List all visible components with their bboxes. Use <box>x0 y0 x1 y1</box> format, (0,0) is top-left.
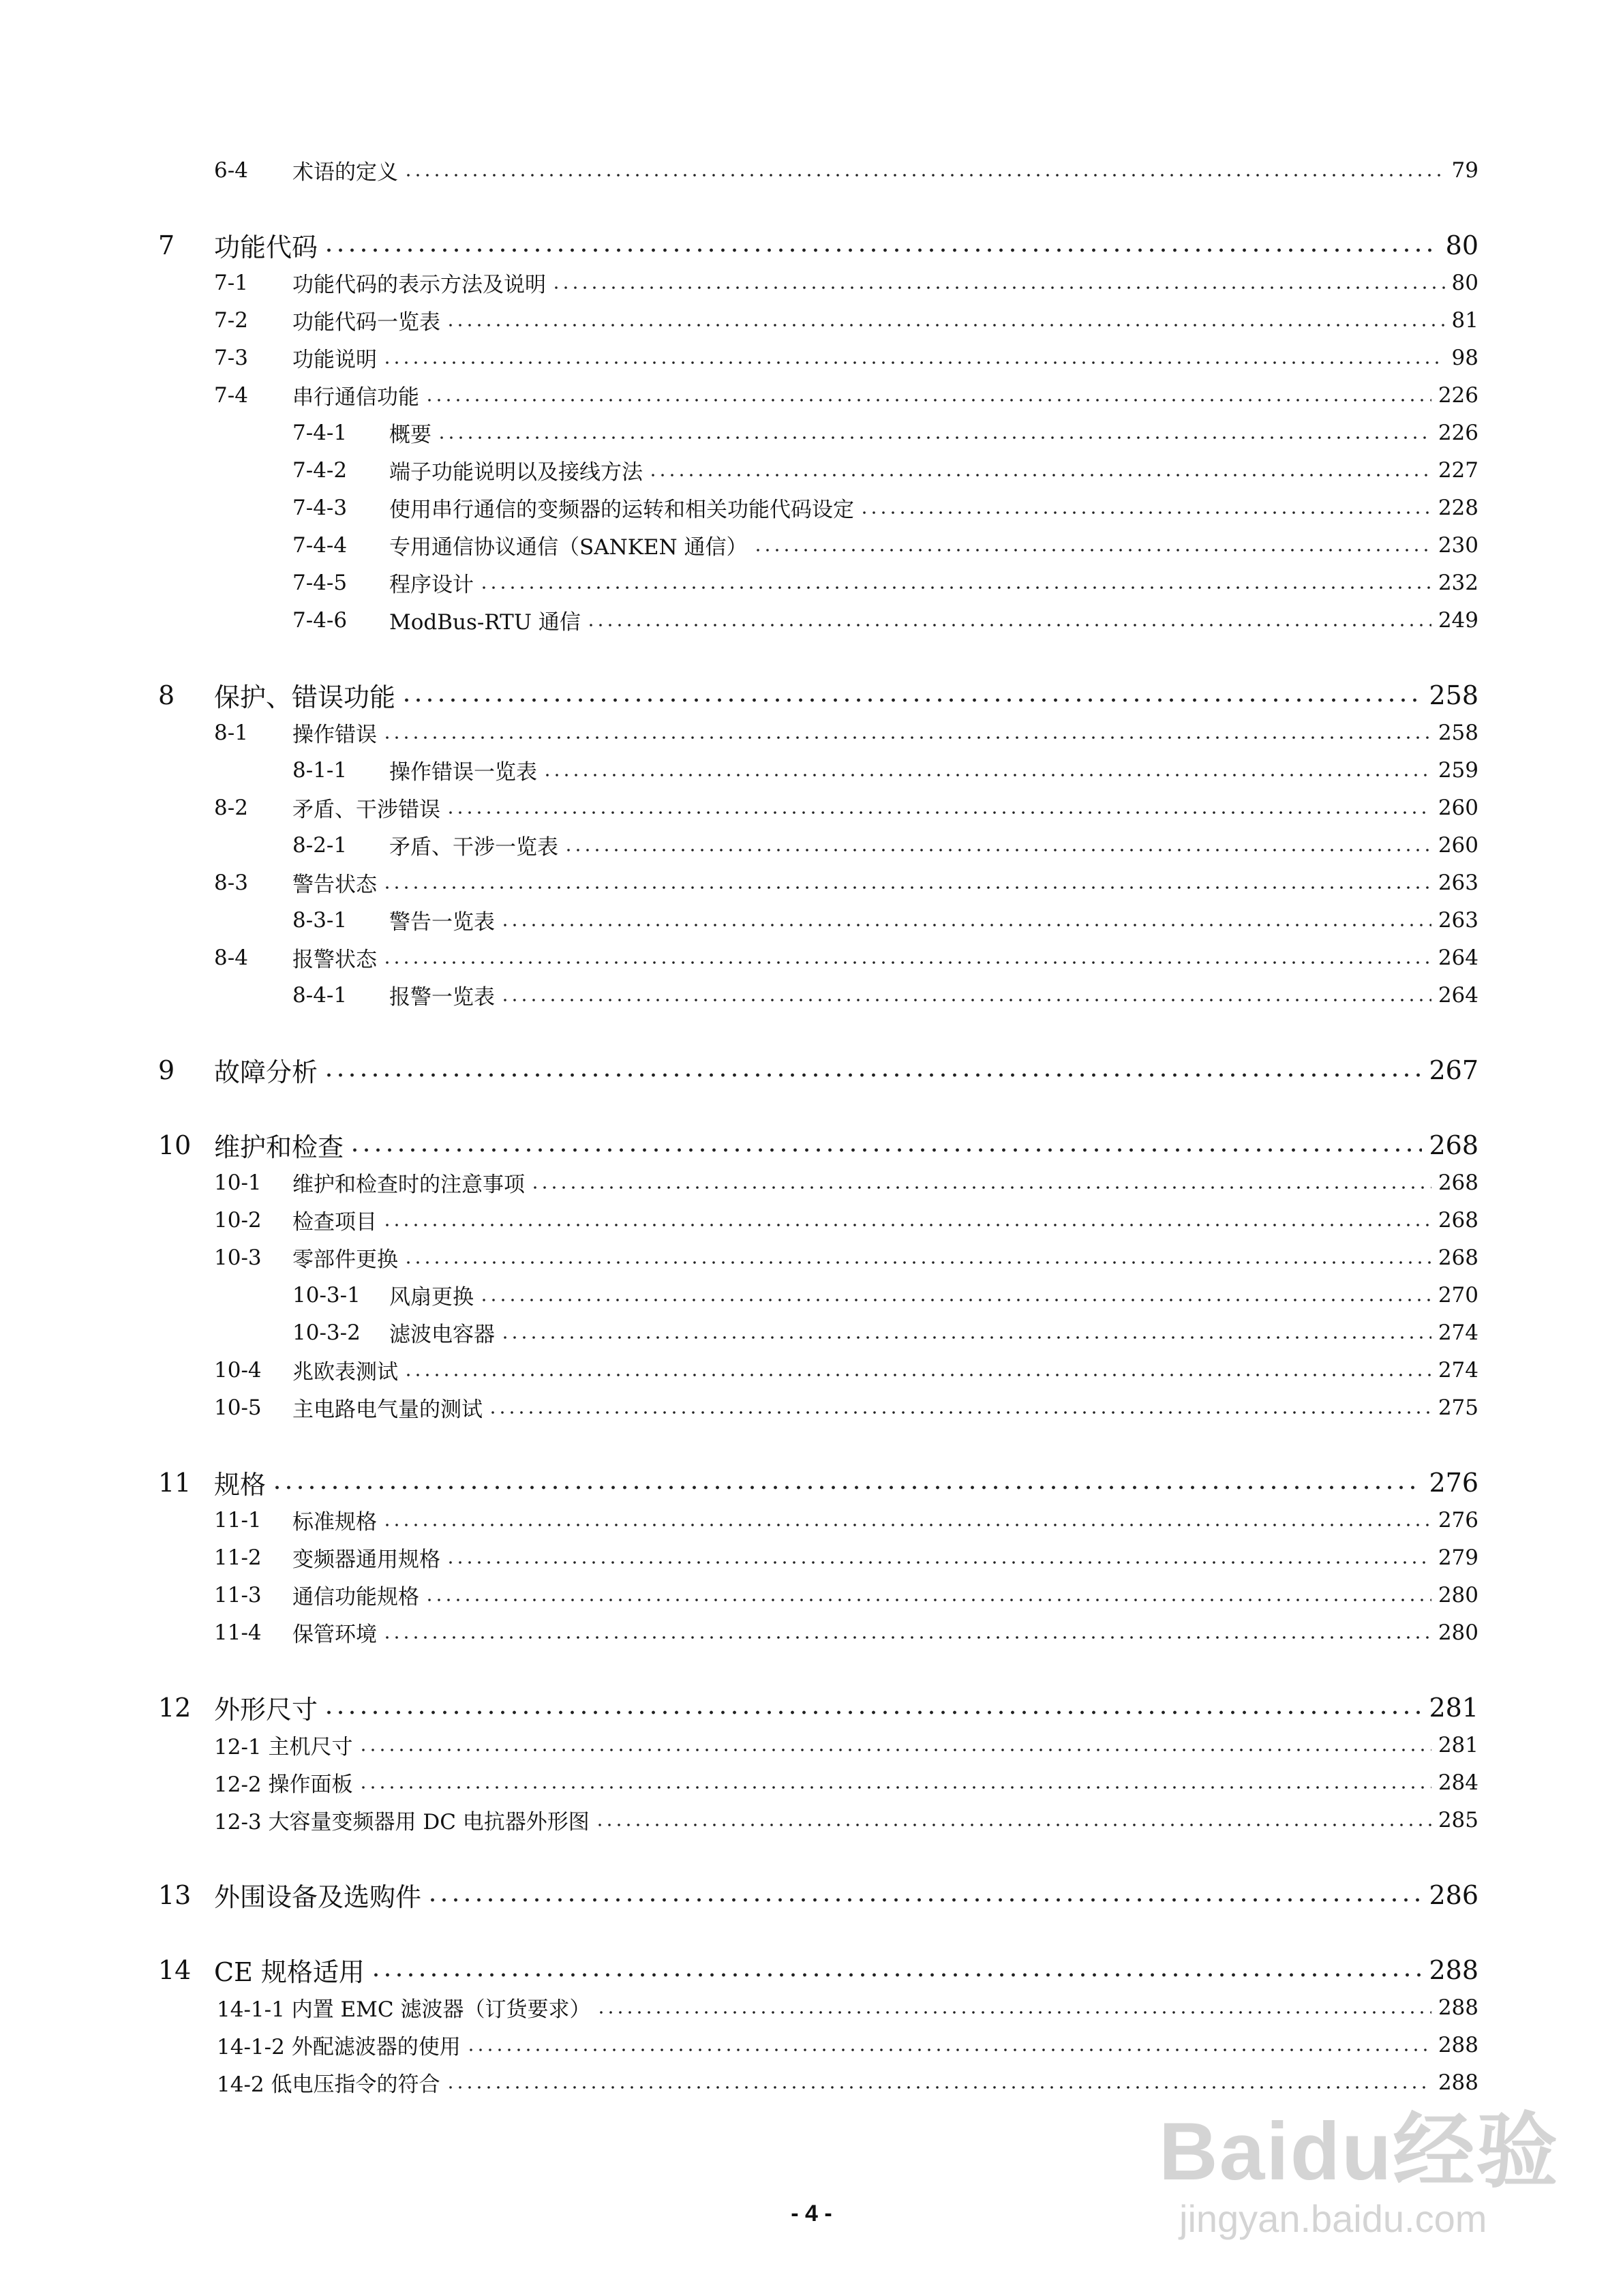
toc-entry[interactable] <box>0 939 1623 976</box>
toc-entry[interactable] <box>0 901 1623 939</box>
toc-entry[interactable] <box>0 751 1623 789</box>
baidu-watermark <box>1159 2086 1559 2241</box>
toc-entry[interactable] <box>0 1989 1623 2026</box>
dot-leader <box>596 2010 1431 2015</box>
dot-leader <box>479 585 1431 590</box>
toc-entry-number: 6-4 <box>214 157 248 183</box>
toc-entry-page: 260 <box>1438 795 1478 820</box>
toc-entry-number: 10-3-1 <box>292 1282 361 1308</box>
dot-leader <box>446 810 1431 815</box>
toc-entry-title: 使用串行通信的变频器的运转和相关功能代码设定 <box>389 498 854 522</box>
toc-entry-number: 10-1 <box>214 1170 262 1195</box>
toc-entry-number: 8-1 <box>214 720 248 745</box>
toc-entry-number: 8-1-1 <box>292 757 348 783</box>
toc-entry-number: 11-3 <box>214 1582 262 1607</box>
dot-leader <box>323 1072 1422 1078</box>
table-of-contents <box>0 151 1623 2101</box>
toc-entry[interactable] <box>0 1801 1623 1839</box>
toc-chapter[interactable] <box>0 1876 1623 1914</box>
dot-leader <box>404 172 1445 178</box>
toc-entry-title: 通信功能规格 <box>292 1585 419 1610</box>
dot-leader <box>551 285 1445 290</box>
toc-entry-page: 274 <box>1438 1320 1478 1345</box>
toc-entry-page: 281 <box>1429 1692 1478 1723</box>
toc-entry[interactable] <box>0 1276 1623 1314</box>
dot-leader <box>595 1822 1431 1828</box>
toc-entry[interactable] <box>0 151 1623 189</box>
toc-entry-title: 12-2 操作面板 <box>214 1772 353 1797</box>
toc-entry-title: 功能代码一览表 <box>292 310 440 335</box>
toc-entry-title: 兆欧表测试 <box>292 1360 398 1385</box>
toc-entry-title: 矛盾、干涉一览表 <box>389 835 558 860</box>
dot-leader <box>370 1972 1423 1978</box>
toc-entry-number: 7-2 <box>214 307 248 333</box>
toc-entry-page: 79 <box>1451 157 1478 183</box>
toc-entry-number: 8-2-1 <box>292 832 348 858</box>
toc-entry-title: 功能代码的表示方法及说明 <box>292 273 546 297</box>
toc-entry-number: 7-4-2 <box>292 457 348 483</box>
toc-entry-title: 功能说明 <box>292 348 377 372</box>
toc-entry[interactable] <box>0 301 1623 339</box>
watermark-url: jingyan.baidu.com <box>1179 2197 1487 2240</box>
dot-leader <box>586 622 1431 628</box>
toc-entry-title: 零部件更换 <box>292 1248 398 1272</box>
toc-entry-number: 8-3 <box>214 870 248 895</box>
toc-entry-page: 249 <box>1438 607 1478 633</box>
toc-chapter[interactable] <box>0 1126 1623 1164</box>
toc-entry-page: 226 <box>1438 382 1478 408</box>
dot-leader <box>425 397 1431 403</box>
toc-entry-page: 258 <box>1429 680 1478 710</box>
dot-leader <box>446 322 1445 328</box>
toc-entry-title: 14-1-2 外配滤波器的使用 <box>217 2035 461 2059</box>
toc-entry-page: 288 <box>1438 1995 1478 2020</box>
toc-entry-title: 功能代码 <box>214 232 318 262</box>
toc-entry-page: 280 <box>1438 1582 1478 1607</box>
toc-entry-page: 267 <box>1429 1055 1478 1085</box>
toc-entry[interactable] <box>0 414 1623 451</box>
toc-entry-page: 226 <box>1438 420 1478 445</box>
toc-entry[interactable] <box>0 789 1623 826</box>
toc-entry-number: 10-3 <box>214 1245 262 1270</box>
toc-entry-title: 维护和检查 <box>214 1132 344 1162</box>
toc-entry-number: 11-1 <box>214 1507 262 1532</box>
dot-leader <box>530 1185 1431 1190</box>
toc-entry-number: 8-4-1 <box>292 982 348 1008</box>
toc-entry-number: 7-4-4 <box>292 532 348 558</box>
toc-entry-title: 标准规格 <box>292 1510 377 1535</box>
toc-entry-number: 8 <box>158 680 175 710</box>
toc-entry-page: 284 <box>1438 1770 1478 1795</box>
dot-leader <box>382 1522 1431 1528</box>
toc-entry-title: 14-2 低电压指令的符合 <box>217 2072 440 2097</box>
toc-entry-page: 263 <box>1438 907 1478 933</box>
toc-entry-title: 专用通信协议通信（SANKEN 通信） <box>389 535 748 560</box>
toc-entry-title: 保护、错误功能 <box>214 682 396 712</box>
dot-leader <box>466 2047 1431 2053</box>
dot-leader <box>446 1560 1431 1565</box>
toc-entry-title: 风扇更换 <box>389 1285 474 1310</box>
toc-entry[interactable] <box>0 1239 1623 1276</box>
toc-entry-number: 7-4-1 <box>292 420 348 445</box>
toc-entry-page: 279 <box>1438 1545 1478 1570</box>
dot-leader <box>359 1785 1431 1790</box>
toc-entry-title: 变频器通用规格 <box>292 1547 440 1572</box>
toc-entry-page: 276 <box>1429 1467 1478 1498</box>
toc-entry-title: 报警状态 <box>292 948 377 972</box>
toc-entry-page: 260 <box>1438 832 1478 858</box>
toc-entry-title: 主电路电气量的测试 <box>292 1398 483 1422</box>
toc-entry-title: 12-1 主机尺寸 <box>214 1735 353 1759</box>
dot-leader <box>382 735 1431 740</box>
toc-entry-number: 10-3-2 <box>292 1320 361 1345</box>
toc-entry-page: 280 <box>1438 1620 1478 1645</box>
dot-leader <box>382 960 1431 965</box>
dot-leader <box>271 1485 1422 1490</box>
dot-leader <box>382 1635 1431 1640</box>
toc-entry-title: 操作错误 <box>292 723 377 747</box>
toc-entry-title: 保管环境 <box>292 1622 377 1647</box>
dot-leader <box>382 885 1431 890</box>
toc-entry-title: 术语的定义 <box>292 160 398 185</box>
toc-entry-page: 263 <box>1438 870 1478 895</box>
dot-leader <box>564 847 1431 853</box>
toc-entry[interactable] <box>0 526 1623 564</box>
toc-entry[interactable] <box>0 489 1623 526</box>
toc-entry-title: 规格 <box>214 1470 267 1500</box>
toc-entry-page: 98 <box>1451 345 1478 370</box>
dot-leader <box>543 772 1431 778</box>
dot-leader <box>359 1747 1431 1753</box>
toc-entry-number: 13 <box>158 1879 192 1910</box>
toc-entry[interactable] <box>0 1539 1623 1576</box>
toc-entry-page: 227 <box>1438 457 1478 483</box>
toc-entry-number: 11-4 <box>214 1620 262 1645</box>
toc-entry-number: 9 <box>158 1055 175 1085</box>
toc-entry-page: 81 <box>1451 307 1478 333</box>
toc-entry-title: 端子功能说明以及接线方法 <box>389 460 643 485</box>
dot-leader <box>479 1297 1431 1303</box>
toc-entry-number: 14 <box>158 1954 192 1985</box>
toc-entry[interactable] <box>0 564 1623 601</box>
toc-entry-title: 矛盾、干涉错误 <box>292 798 440 822</box>
toc-entry[interactable] <box>0 976 1623 1014</box>
toc-entry-title: 滤波电容器 <box>389 1323 495 1347</box>
toc-entry-title: 概要 <box>389 423 431 447</box>
toc-entry-page: 80 <box>1451 270 1478 295</box>
toc-entry[interactable] <box>0 1576 1623 1614</box>
page-number: - 4 - <box>791 2201 832 2226</box>
toc-entry-page: 264 <box>1438 945 1478 970</box>
toc-entry-number: 10-2 <box>214 1207 262 1233</box>
toc-entry[interactable] <box>0 1614 1623 1651</box>
dot-leader <box>500 997 1431 1003</box>
toc-entry-title: 故障分析 <box>214 1057 318 1087</box>
toc-entry-page: 230 <box>1438 532 1478 558</box>
toc-chapter[interactable] <box>0 226 1623 264</box>
toc-entry[interactable] <box>0 714 1623 751</box>
toc-entry-number: 7-3 <box>214 345 248 370</box>
dot-leader <box>500 922 1431 928</box>
toc-entry-page: 264 <box>1438 982 1478 1008</box>
dot-leader <box>382 1222 1431 1228</box>
toc-entry-title: CE 规格适用 <box>214 1957 365 1987</box>
toc-entry[interactable] <box>0 1314 1623 1351</box>
dot-leader <box>382 360 1445 365</box>
dot-leader <box>427 1897 1422 1903</box>
toc-entry-title: 串行通信功能 <box>292 385 419 410</box>
toc-entry-title: 外形尺寸 <box>214 1695 318 1725</box>
toc-chapter[interactable] <box>0 1051 1623 1089</box>
toc-entry-title: 程序设计 <box>389 573 474 597</box>
toc-entry-title: ModBus-RTU 通信 <box>389 610 581 635</box>
toc-entry[interactable] <box>0 451 1623 489</box>
toc-entry-number: 8-2 <box>214 795 248 820</box>
toc-chapter[interactable] <box>0 1951 1623 1989</box>
toc-entry[interactable] <box>0 2026 1623 2064</box>
toc-entry-page: 268 <box>1438 1207 1478 1233</box>
toc-entry-page: 232 <box>1438 570 1478 595</box>
toc-entry-page: 259 <box>1438 757 1478 783</box>
toc-entry-number: 7-4-3 <box>292 495 348 520</box>
dot-leader <box>323 247 1439 253</box>
dot-leader <box>500 1335 1431 1340</box>
toc-entry-number: 8-3-1 <box>292 907 348 933</box>
toc-entry-page: 275 <box>1438 1395 1478 1420</box>
toc-entry-page: 286 <box>1429 1879 1478 1910</box>
toc-entry[interactable] <box>0 1501 1623 1539</box>
toc-entry[interactable] <box>0 1351 1623 1389</box>
toc-entry-page: 268 <box>1438 1245 1478 1270</box>
toc-entry-title: 14-1-1 内置 EMC 滤波器（订货要求） <box>217 1997 591 2022</box>
toc-entry-title: 维护和检查时的注意事项 <box>292 1173 525 1197</box>
dot-leader <box>488 1410 1431 1415</box>
toc-entry-page: 288 <box>1438 2032 1478 2057</box>
dot-leader <box>349 1147 1422 1153</box>
toc-entry-page: 268 <box>1429 1130 1478 1160</box>
toc-entry-title: 操作错误一览表 <box>389 760 537 785</box>
watermark-logo: Baidu经验 <box>1159 2106 1560 2197</box>
dot-leader <box>860 510 1431 515</box>
dot-leader <box>404 1260 1431 1265</box>
toc-entry[interactable] <box>0 826 1623 864</box>
toc-entry-number: 8-4 <box>214 945 248 970</box>
dot-leader <box>648 472 1431 478</box>
toc-entry-title: 检查项目 <box>292 1210 377 1235</box>
toc-entry-page: 80 <box>1445 230 1478 260</box>
toc-entry[interactable] <box>0 264 1623 301</box>
toc-entry-number: 10-4 <box>214 1357 262 1383</box>
toc-entry-page: 258 <box>1438 720 1478 745</box>
toc-entry[interactable] <box>0 1726 1623 1764</box>
toc-entry-page: 288 <box>1429 1954 1478 1985</box>
toc-entry-page: 274 <box>1438 1357 1478 1383</box>
dot-leader <box>437 435 1431 440</box>
toc-entry[interactable] <box>0 339 1623 376</box>
toc-entry-page: 276 <box>1438 1507 1478 1532</box>
toc-entry[interactable] <box>0 864 1623 901</box>
toc-entry-number: 7-4 <box>214 382 248 408</box>
toc-entry-title: 警告状态 <box>292 873 377 897</box>
toc-entry[interactable] <box>0 376 1623 414</box>
toc-entry-page: 270 <box>1438 1282 1478 1308</box>
toc-entry-page: 228 <box>1438 495 1478 520</box>
toc-entry-number: 7-1 <box>214 270 248 295</box>
dot-leader <box>323 1710 1422 1715</box>
toc-entry[interactable] <box>0 1389 1623 1426</box>
toc-chapter[interactable] <box>0 676 1623 714</box>
toc-entry-number: 10-5 <box>214 1395 262 1420</box>
toc-entry-number: 11 <box>158 1467 192 1498</box>
toc-entry-number: 12 <box>158 1692 192 1723</box>
dot-leader <box>753 547 1431 553</box>
toc-entry-title: 外围设备及选购件 <box>214 1882 422 1912</box>
toc-entry-number: 10 <box>158 1130 192 1160</box>
toc-entry-page: 285 <box>1438 1807 1478 1832</box>
toc-entry[interactable] <box>0 1764 1623 1801</box>
toc-entry-page: 281 <box>1438 1732 1478 1757</box>
toc-entry-number: 11-2 <box>214 1545 262 1570</box>
toc-entry-title: 报警一览表 <box>389 985 495 1010</box>
toc-entry-number: 7-4-5 <box>292 570 348 595</box>
dot-leader <box>425 1597 1431 1603</box>
toc-entry-title: 12-3 大容量变频器用 DC 电抗器外形图 <box>214 1810 590 1834</box>
toc-entry-page: 288 <box>1438 2070 1478 2095</box>
toc-entry-number: 7 <box>158 230 175 260</box>
toc-entry-number: 7-4-6 <box>292 607 348 633</box>
toc-entry-title: 警告一览表 <box>389 910 495 935</box>
toc-chapter[interactable] <box>0 1464 1623 1501</box>
dot-leader <box>401 697 1422 703</box>
toc-entry[interactable] <box>0 601 1623 639</box>
toc-chapter[interactable] <box>0 1689 1623 1726</box>
toc-entry[interactable] <box>0 1164 1623 1201</box>
dot-leader <box>404 1372 1431 1378</box>
toc-entry[interactable] <box>0 1201 1623 1239</box>
toc-entry-page: 268 <box>1438 1170 1478 1195</box>
